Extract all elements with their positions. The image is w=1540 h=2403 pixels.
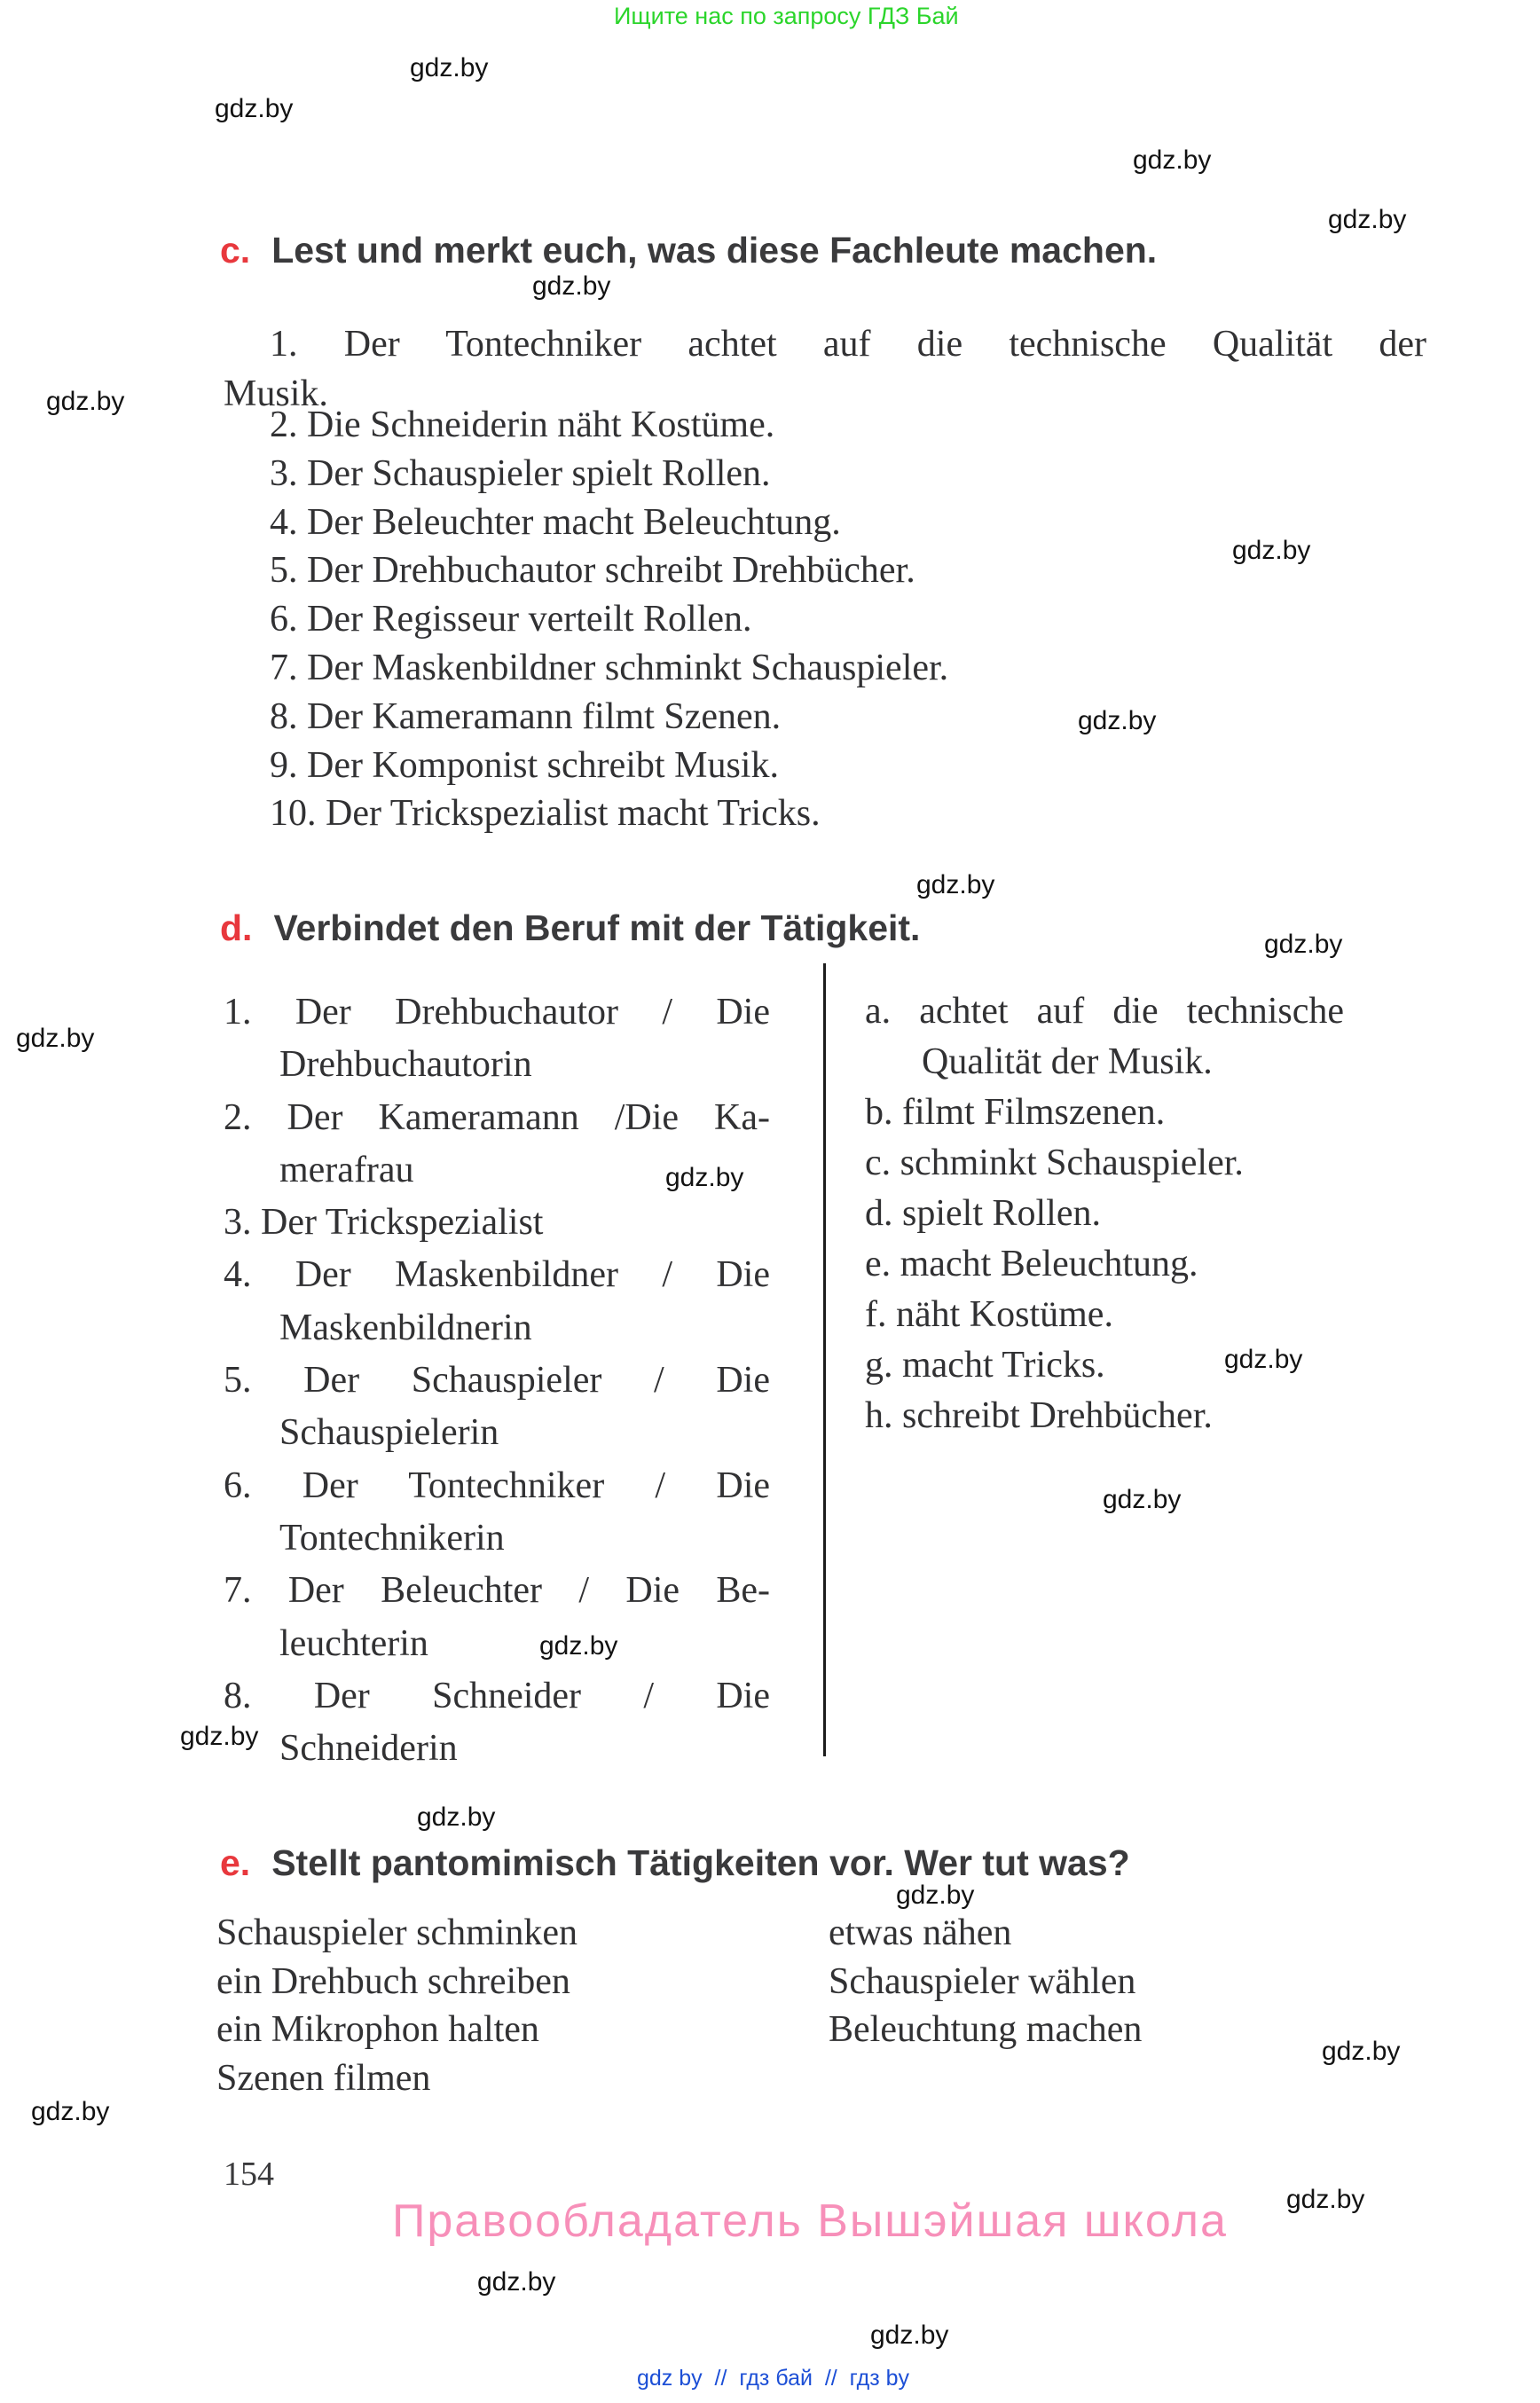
activity-line: h. schreibt Drehbücher. — [865, 1395, 1213, 1436]
activity-line: Qualität der Musik. — [922, 1041, 1213, 1082]
exercise-e-item: Schauspieler schminken — [216, 1912, 578, 1953]
watermark: gdz.by — [410, 53, 489, 82]
profession-line: 8. Der Schneider / Die — [224, 1675, 770, 1716]
profession-line: 4. Der Maskenbildner / Die — [224, 1254, 770, 1296]
profession-line: 7. Der Beleuchter / Die Be- — [224, 1570, 770, 1612]
watermark: gdz.by — [1224, 1345, 1303, 1374]
exercise-d-heading — [220, 907, 921, 948]
activity-line: a. achtet auf die technische — [865, 991, 1344, 1032]
watermark: gdz.by — [215, 94, 294, 123]
column-divider-line — [823, 963, 826, 1756]
profession-line: 1. Der Drehbuchautor / Die — [224, 992, 770, 1033]
profession-line: Schauspielerin — [279, 1412, 499, 1454]
exercise-c-item: 8. Der Kameramann filmt Szenen. — [270, 695, 782, 737]
footer-links[interactable]: gdz by // гдз бай // гдз by — [637, 2366, 910, 2391]
profession-line: Schneiderin — [279, 1728, 458, 1770]
exercise-e-title: Stellt pantomimisch Tätigkeiten vor. Wer tut was? — [271, 1842, 1130, 1883]
exercise-e-right-list — [829, 1909, 1142, 2054]
exercise-e-item: ein Mikrophon halten — [216, 2009, 539, 2051]
profession-line: leuchterin — [279, 1622, 428, 1664]
exercise-e-left-list — [216, 1909, 578, 2103]
exercise-e-heading — [220, 1842, 1130, 1883]
profession-line: Tontechnikerin — [279, 1517, 505, 1559]
exercise-c-item: 10. Der Trickspezialist macht Tricks. — [270, 793, 821, 835]
exercise-e-item: Szenen filmen — [216, 2058, 431, 2100]
exercise-c-heading — [220, 232, 1157, 269]
exercise-e-item: etwas nähen — [829, 1912, 1012, 1953]
profession-line: 5. Der Schauspieler / Die — [224, 1360, 770, 1402]
professions-column — [224, 986, 770, 1775]
exercise-c-item-1-line-2: Musik. — [224, 373, 328, 414]
exercise-e-item: Beleuchtung machen — [829, 2009, 1143, 2051]
watermark: gdz.by — [417, 1802, 496, 1832]
exercise-c-item-1-line-1: 1. Der Tontechniker achtet auf die technische Qualität der — [270, 324, 1426, 365]
profession-line: merafrau — [279, 1149, 414, 1190]
exercise-d-title: Verbindet den Beruf mit der Tätigkeit. — [273, 907, 921, 948]
exercise-e-item: Schauspieler wählen — [829, 1960, 1136, 2002]
activity-line: f. näht Kostüme. — [865, 1294, 1113, 1335]
watermark: gdz.by — [1232, 536, 1311, 565]
exercise-c-item: 9. Der Komponist schreibt Musik. — [270, 744, 779, 786]
watermark: gdz.by — [1328, 205, 1407, 234]
profession-line: Maskenbildnerin — [279, 1307, 532, 1348]
profession-line: Drehbuchautorin — [279, 1044, 532, 1086]
activity-line: c. schminkt Schauspieler. — [865, 1143, 1244, 1183]
watermark: gdz.by — [477, 2267, 556, 2297]
exercise-c-letter: c. — [220, 230, 251, 271]
exercise-c-item: 4. Der Beleuchter macht Beleuchtung. — [270, 501, 841, 543]
watermark: gdz.by — [1078, 706, 1157, 735]
watermark: gdz.by — [896, 1881, 975, 1910]
copyright-notice: Правообладатель Вышэйшая школа — [392, 2195, 1228, 2247]
watermark: gdz.by — [1322, 2037, 1401, 2066]
profession-line: 3. Der Trickspezialist — [224, 1202, 544, 1244]
activity-line: g. macht Tricks. — [865, 1345, 1105, 1386]
activity-line: e. macht Beleuchtung. — [865, 1244, 1198, 1284]
watermark: gdz.by — [539, 1631, 618, 1661]
watermark: gdz.by — [180, 1722, 259, 1751]
watermark: gdz.by — [916, 870, 995, 899]
activities-column — [865, 986, 1344, 1441]
watermark: gdz.by — [1103, 1485, 1182, 1514]
watermark: gdz.by — [870, 2321, 949, 2350]
watermark: gdz.by — [665, 1163, 744, 1192]
page-number: 154 — [224, 2156, 274, 2193]
exercise-c-item: 7. Der Maskenbildner schminkt Schauspieler. — [270, 647, 949, 688]
exercise-c-title: Lest und merkt euch, was diese Fachleute machen. — [271, 230, 1158, 271]
watermark: gdz.by — [16, 1024, 95, 1053]
exercise-c-item: 5. Der Drehbuchautor schreibt Drehbücher. — [270, 550, 915, 592]
top-banner: Ищите нас по запросу ГДЗ Бай — [614, 3, 959, 29]
exercise-c-item: 2. Die Schneiderin näht Kostüme. — [270, 404, 775, 445]
watermark: gdz.by — [31, 2097, 110, 2126]
watermark: gdz.by — [532, 271, 611, 301]
activity-line: b. filmt Filmszenen. — [865, 1092, 1166, 1133]
profession-line: 2. Der Kameramann /Die Ka- — [224, 1096, 770, 1138]
exercise-e-letter: e. — [220, 1842, 251, 1883]
exercise-e-item: ein Drehbuch schreiben — [216, 1960, 570, 2002]
watermark: gdz.by — [1133, 145, 1212, 175]
exercise-c-item: 3. Der Schauspieler spielt Rollen. — [270, 452, 771, 494]
watermark: gdz.by — [1286, 2185, 1365, 2214]
watermark: gdz.by — [1264, 930, 1343, 959]
exercise-c-list — [270, 401, 948, 838]
profession-line: 6. Der Tontechniker / Die — [224, 1465, 770, 1506]
exercise-d-letter: d. — [220, 907, 253, 948]
exercise-c-item: 6. Der Regisseur verteilt Rollen. — [270, 599, 752, 640]
watermark: gdz.by — [46, 387, 125, 416]
activity-line: d. spielt Rollen. — [865, 1193, 1101, 1234]
